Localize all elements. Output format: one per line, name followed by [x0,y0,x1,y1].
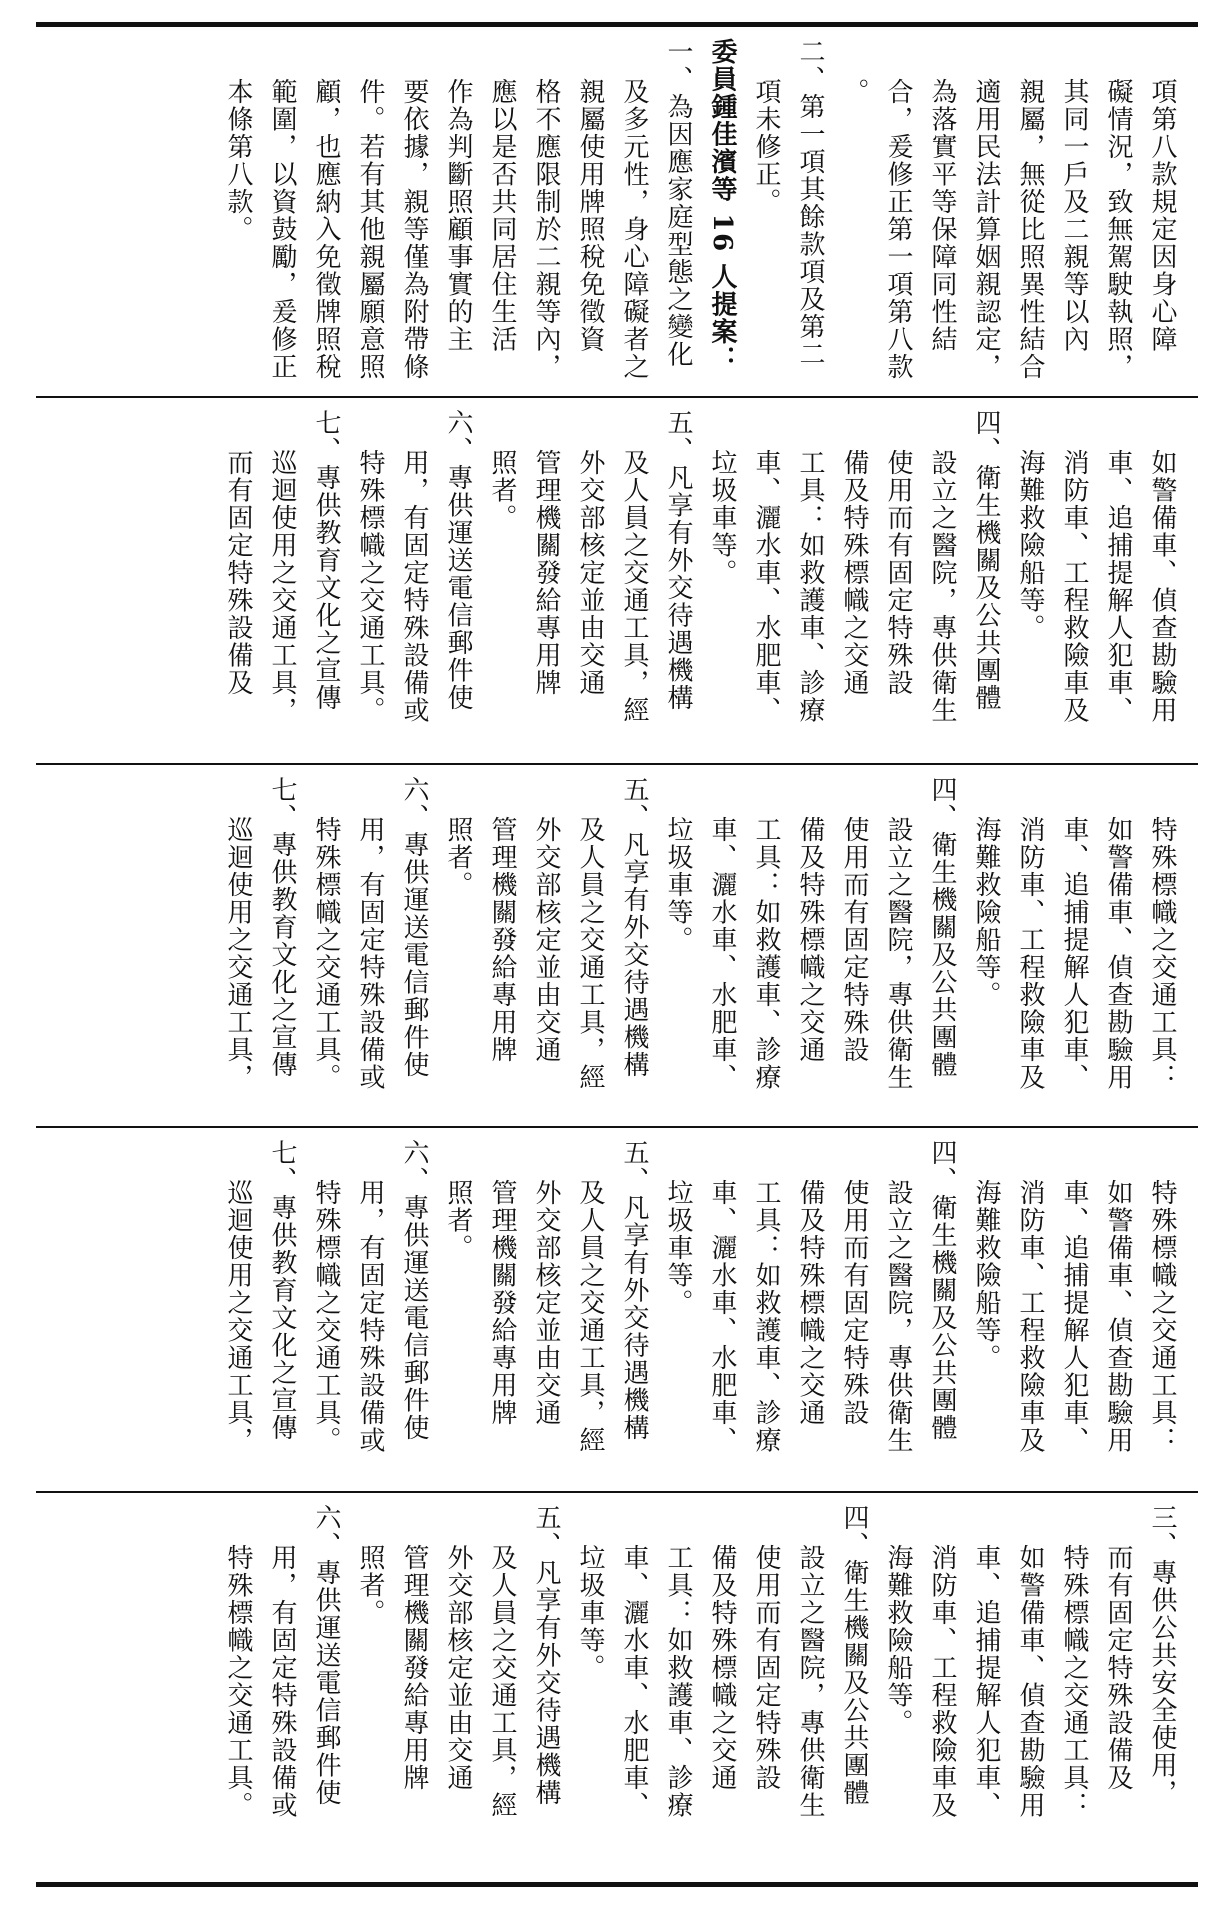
text-line: 使用而有固定特殊設 [839,816,869,1064]
text-line: 用，有固定特殊設備或 [355,816,385,1091]
text-line: 及人員之交通工具，經 [575,816,605,1091]
text-line: 管理機關發給專用牌 [531,449,561,697]
text-line: 親屬使用牌照稅免徵資 [575,78,605,353]
text-line: 車、灑水車、水肥車、 [707,816,737,1091]
text-line: 管理機關發給專用牌 [399,1544,429,1792]
text-line: 要依據，親等僅為附帶條 [399,78,429,381]
text-line: 四、衛生機關及公共團體 [927,776,957,1079]
text-line: 使用而有固定特殊設 [751,1544,781,1792]
text-line: 海難救險船等。 [1015,449,1045,642]
text-line: 六、專供運送電信郵件使 [399,1139,429,1442]
row-text-cell [36,766,1198,1126]
text-line: 如警備車、偵查勘驗用 [1147,449,1177,724]
text-line: 七、專供教育文化之宣傳 [311,409,341,712]
text-line: 使用而有固定特殊設 [883,449,913,697]
text-line: 五、凡享有外交待遇機構 [619,1139,649,1442]
text-line: 適用民法計算姻親認定， [971,78,1001,381]
text-line: 特殊標幟之交通工具。 [223,1544,253,1819]
text-line: 而有固定特殊設備及 [223,449,253,697]
text-line: 設立之醫院，專供衛生 [883,816,913,1091]
text-line: 備及特殊標幟之交通 [839,449,869,697]
text-line: 六、專供運送電信郵件使 [399,776,429,1079]
text-line: 五、凡享有外交待遇機構 [531,1504,561,1807]
text-line: 本條第八款。 [223,78,253,243]
row-divider [36,396,1198,398]
text-line: 照者。 [355,1544,385,1627]
text-line: 海難救險船等。 [971,816,1001,1009]
text-line: 車、追捕提解人犯車、 [1103,449,1133,724]
text-line: 一、為因應家庭型態之變化 [663,38,693,368]
row-divider [36,1491,1198,1493]
text-line: 備及特殊標幟之交通 [707,1544,737,1792]
text-line: 工具：如救護車、診療 [751,1179,781,1454]
text-line: 四、衛生機關及公共團體 [839,1504,869,1807]
text-line: 車、追捕提解人犯車、 [1059,1179,1089,1454]
text-line: 消防車、工程救險車及 [1015,816,1045,1091]
text-line: 垃圾車等。 [663,1179,693,1317]
text-line: 外交部核定並由交通 [531,1179,561,1427]
text-line: 如警備車、偵查勘驗用 [1103,1179,1133,1454]
row-text-cell [36,1129,1198,1491]
text-line: 特殊標幟之交通工具。 [311,816,341,1091]
text-line: 巡迴使用之交通工具， [223,816,253,1091]
text-line: 工具：如救護車、診療 [663,1544,693,1819]
proposal-heading: 委員鍾佳濱等 16 人提案： [707,38,737,374]
text-line: 設立之醫院，專供衛生 [927,449,957,724]
text-line: 特殊標幟之交通工具。 [355,449,385,724]
top-border-rule [36,22,1198,27]
text-line: 而有固定特殊設備及 [1103,1544,1133,1792]
text-line: 消防車、工程救險車及 [1015,1179,1045,1454]
text-line: 為落實平等保障同性結 [927,78,957,353]
text-line: 特殊標幟之交通工具。 [311,1179,341,1454]
row-text-cell [36,1494,1198,1880]
text-line: 。 [839,78,869,106]
text-line: 作為判斷照顧事實的主 [443,78,473,353]
text-line: 特殊標幟之交通工具： [1147,816,1177,1091]
text-line: 親屬，無從比照異性結合 [1015,78,1045,381]
text-line: 六、專供運送電信郵件使 [443,409,473,712]
text-line: 消防車、工程救險車及 [1059,449,1089,724]
text-line: 用，有固定特殊設備或 [399,449,429,724]
text-line: 車、追捕提解人犯車、 [1059,816,1089,1091]
text-line: 七、專供教育文化之宣傳 [267,1139,297,1442]
text-line: 備及特殊標幟之交通 [795,816,825,1064]
text-line: 車、灑水車、水肥車、 [619,1544,649,1819]
text-line: 車、灑水車、水肥車、 [751,449,781,724]
text-line: 外交部核定並由交通 [531,816,561,1064]
text-line: 六、專供運送電信郵件使 [311,1504,341,1807]
table-row-explanation [36,28,1198,396]
text-line: 照者。 [487,449,517,532]
text-line: 垃圾車等。 [707,449,737,587]
text-line: 其同一戶及二親等以內 [1059,78,1089,353]
text-line: 工具：如救護車、診療 [795,449,825,724]
row-divider [36,1126,1198,1128]
text-line: 礙情況，致無駕駛執照， [1103,78,1133,381]
text-line: 範圍，以資鼓勵，爰修正 [267,78,297,381]
text-line: 件。若有其他親屬願意照 [355,78,385,381]
text-line: 顧，也應納入免徵牌照稅 [311,78,341,381]
text-line: 四、衛生機關及公共團體 [927,1139,957,1442]
text-line: 四、衛生機關及公共團體 [971,409,1001,712]
text-line: 車、追捕提解人犯車、 [971,1544,1001,1819]
text-line: 照者。 [443,1179,473,1262]
text-line: 格不應限制於二親等內， [531,78,561,381]
text-line: 及人員之交通工具，經 [487,1544,517,1819]
text-line: 管理機關發給專用牌 [487,816,517,1064]
text-line: 海難救險船等。 [971,1179,1001,1372]
text-line: 三、專供公共安全使用， [1147,1504,1177,1807]
text-line: 巡迴使用之交通工具， [223,1179,253,1454]
text-line: 工具：如救護車、診療 [751,816,781,1091]
table-row-proposal-a [36,1129,1198,1491]
text-line: 照者。 [443,816,473,899]
text-line: 車、灑水車、水肥車、 [707,1179,737,1454]
text-line: 二、第一項其餘款項及第二 [795,38,825,368]
text-line: 應以是否共同居住生活 [487,78,517,353]
text-line: 特殊標幟之交通工具： [1147,1179,1177,1454]
text-line: 及多元性，身心障礙者之 [619,78,649,381]
text-line: 及人員之交通工具，經 [575,1179,605,1454]
text-line: 使用而有固定特殊設 [839,1179,869,1427]
text-line: 設立之醫院，專供衛生 [795,1544,825,1819]
text-line: 海難救險船等。 [883,1544,913,1737]
text-line: 垃圾車等。 [575,1544,605,1682]
text-line: 巡迴使用之交通工具， [267,449,297,724]
row-text-cell [36,28,1198,396]
text-line: 及人員之交通工具，經 [619,449,649,724]
row-text-cell [36,399,1198,763]
text-line: 五、凡享有外交待遇機構 [619,776,649,1079]
text-line: 設立之醫院，專供衛生 [883,1179,913,1454]
text-line: 外交部核定並由交通 [575,449,605,697]
table-row-current-law [36,399,1198,763]
text-line: 消防車、工程救險車及 [927,1544,957,1819]
text-line: 垃圾車等。 [663,816,693,954]
text-line: 外交部核定並由交通 [443,1544,473,1792]
row-divider [36,763,1198,765]
text-line: 如警備車、偵查勘驗用 [1103,816,1133,1091]
text-line: 管理機關發給專用牌 [487,1179,517,1427]
text-line: 七、專供教育文化之宣傳 [267,776,297,1079]
text-line: 用，有固定特殊設備或 [267,1544,297,1819]
table-row-proposal-b [36,766,1198,1126]
bottom-border-rule [36,1882,1198,1887]
table-row-committee-text [36,1494,1198,1880]
text-line: 如警備車、偵查勘驗用 [1015,1544,1045,1819]
text-line: 用，有固定特殊設備或 [355,1179,385,1454]
text-line: 項第八款規定因身心障 [1147,78,1177,353]
text-line: 備及特殊標幟之交通 [795,1179,825,1427]
text-line: 項未修正。 [751,78,781,216]
text-line: 五、凡享有外交待遇機構 [663,409,693,712]
text-line: 特殊標幟之交通工具： [1059,1544,1089,1819]
text-line: 合，爰修正第一項第八款 [883,78,913,381]
